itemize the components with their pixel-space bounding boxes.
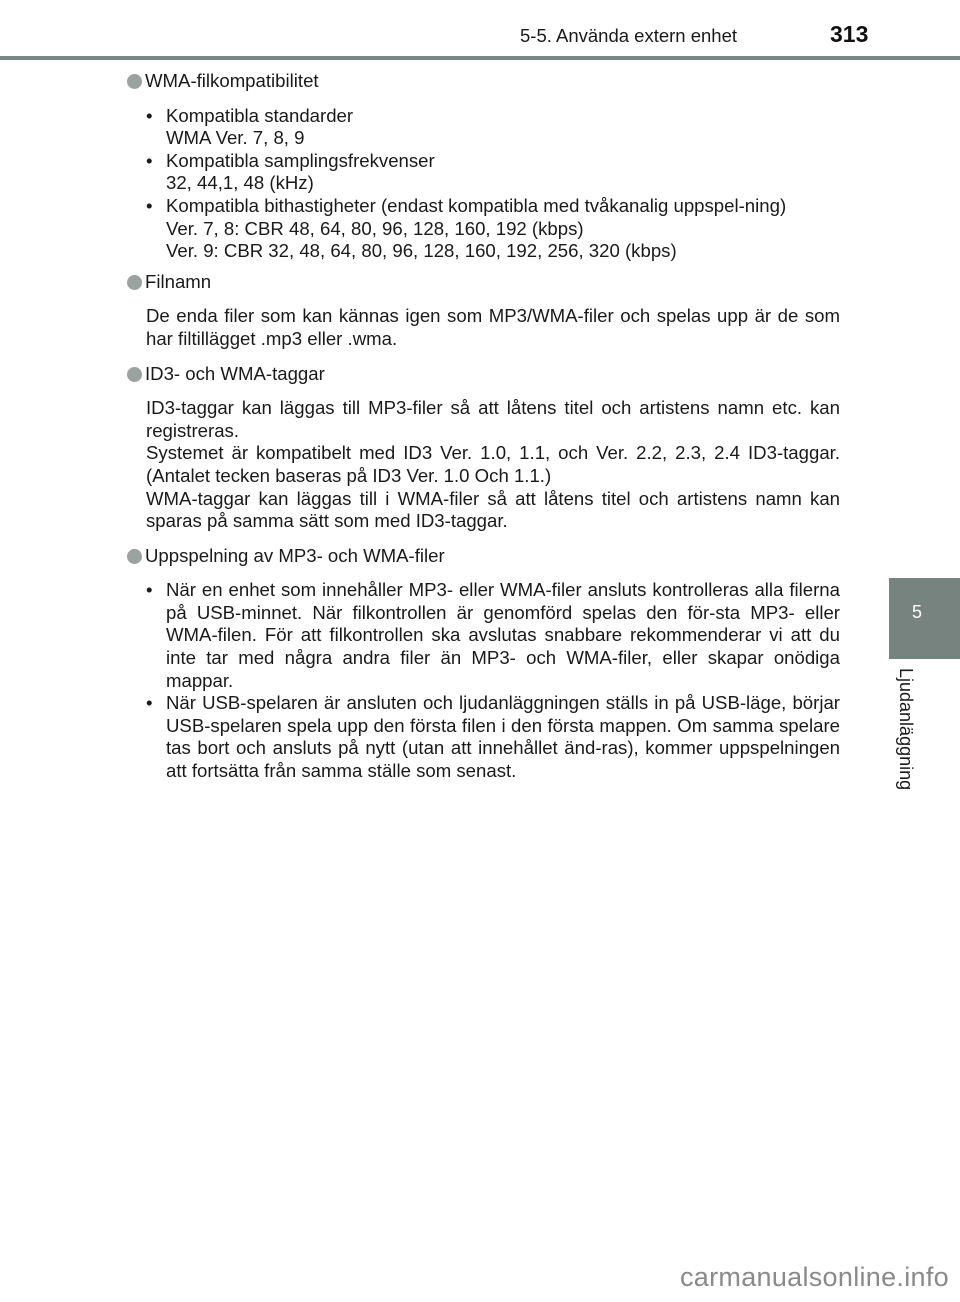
item-title: Kompatibla standarder: [166, 104, 354, 126]
item-title: Kompatibla samplingsfrekvenser: [166, 149, 435, 171]
heading-text: ID3- och WMA-taggar: [145, 362, 325, 384]
section-heading: [126, 545, 840, 568]
bullet-mark-icon: •: [146, 579, 153, 601]
paragraph-text: WMA-taggar kan läggas till i WMA-filer så att låtens titel och artistens namn kan sparas på samma sätt som med ID3-taggar.: [146, 487, 840, 532]
list-item: [126, 150, 840, 195]
section-heading: [126, 271, 840, 294]
chapter-tab: [889, 578, 960, 659]
bullet-mark-icon: •: [146, 149, 153, 171]
bullet-list: [126, 579, 840, 782]
heading-text: WMA-filkompatibilitet: [145, 70, 319, 91]
list-item: [126, 195, 840, 263]
bullet-mark-icon: •: [146, 104, 153, 126]
item-text: När USB-spelaren är ansluten och ljudanläggningen ställs in på USB-läge, börjar USB-spelaren spela upp den första filen i den första mappen. Om samma spelare tas bort och ansluts på nytt (utan att innehållet änd-ras), kommer uppspelningen att fortsätta från samma ställe som senast.: [166, 692, 840, 782]
watermark: carmanualsonline.info: [680, 1262, 949, 1292]
list-item: [126, 692, 840, 782]
item-detail: Ver. 7, 8: CBR 48, 64, 80, 96, 128, 160, 192 (kbps): [166, 217, 584, 239]
paragraph: [146, 397, 840, 533]
item-detail: WMA Ver. 7, 8, 9: [166, 127, 305, 149]
bullet-dot-icon: [127, 74, 142, 89]
item-title: Kompatibla bithastigheter (endast kompatibla med tvåkanalig uppspel-ning): [166, 194, 787, 216]
paragraph: [146, 305, 840, 350]
section-title: 5-5. Använda extern enhet: [520, 25, 738, 46]
item-detail: Ver. 9: CBR 32, 48, 64, 80, 96, 128, 160, 192, 256, 320 (kbps): [166, 240, 677, 262]
list-item: [126, 579, 840, 692]
paragraph-text: Systemet är kompatibelt med ID3 Ver. 1.0, 1.1, och Ver. 2.2, 2.3, 2.4 ID3-taggar. (Antalet tecken baseras på ID3 Ver. 1.0 Och 1.1.): [146, 442, 840, 486]
page-header: [0, 0, 960, 60]
bullet-list: [126, 105, 840, 263]
bullet-dot-icon: [127, 367, 142, 382]
chapter-label-container: [895, 668, 921, 818]
section-filename: [126, 271, 840, 351]
paragraph-text: ID3-taggar kan läggas till MP3-filer så att låtens titel och artistens namn etc. kan registreras.: [146, 397, 840, 441]
page-content: [126, 70, 840, 791]
chapter-label: Ljudanläggning: [896, 668, 916, 791]
section-wma-compatibility: [126, 70, 840, 263]
bullet-mark-icon: •: [146, 194, 153, 216]
heading-text: Uppspelning av MP3- och WMA-filer: [145, 544, 445, 566]
bullet-dot-icon: [127, 275, 142, 290]
heading-text: Filnamn: [145, 270, 212, 292]
header-divider: [0, 56, 960, 60]
list-item: [126, 105, 840, 150]
page-number: 313: [830, 21, 869, 47]
section-id3-wma-tags: [126, 363, 840, 533]
paragraph-text: De enda filer som kan kännas igen som MP3/WMA-filer och spelas upp är de som har filtillägget .mp3 eller .wma.: [146, 305, 840, 349]
bullet-dot-icon: [127, 549, 142, 564]
section-heading: [126, 70, 840, 93]
bullet-mark-icon: •: [146, 692, 153, 714]
item-detail: 32, 44,1, 48 (kHz): [166, 172, 314, 194]
chapter-number: 5: [912, 602, 923, 622]
section-heading: [126, 363, 840, 386]
section-playback: [126, 545, 840, 783]
item-text: När en enhet som innehåller MP3- eller WMA-filer ansluts kontrolleras alla filerna på USB-minnet. När filkontrollen är genomförd spelas den för-sta MP3- eller WMA-filen. För att filkontrollen ska avslutas snabbare rekommenderar vi att du inte tar med några andra filer än MP3- och WMA-filer, eller skapar onödiga mappar.: [166, 579, 840, 691]
